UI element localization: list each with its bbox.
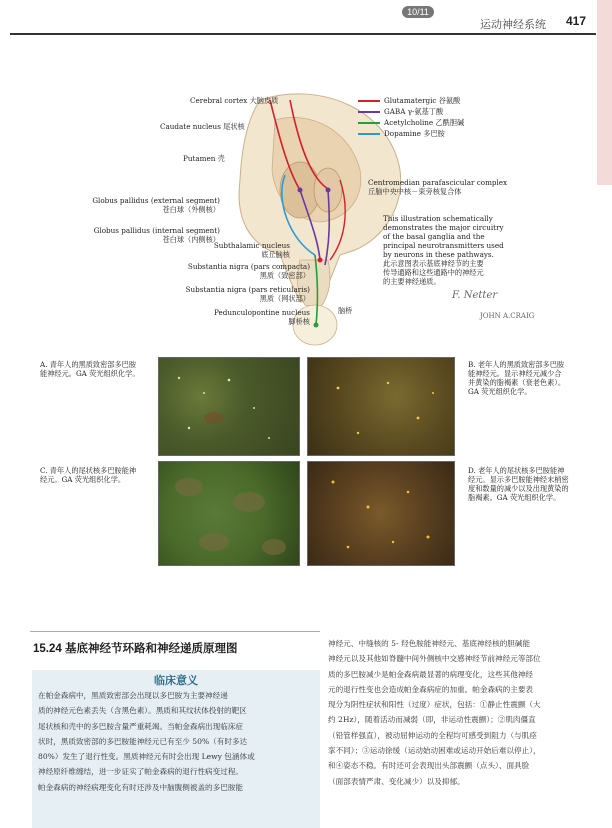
label-gpe-cn: 苍白球（外侧核） (162, 205, 220, 214)
text-line: 帕金森病的神经病理变化有时还涉及中脑腹侧被盖的多巴胺能 (38, 782, 244, 792)
label-snc-en: Substantia nigra (pars compacta) (187, 262, 310, 271)
photo-panel-d (307, 461, 455, 566)
caption-line: D. 老年人的尾状核多巴胺能神 (468, 466, 565, 475)
note-line: principal neurotransmitters used (383, 241, 504, 250)
note-line: 的主要神经递质。 (383, 277, 441, 286)
text-line: 在帕金森病中，黑质致密部会出现以多巴胺为主要神经递 (38, 691, 228, 700)
label-gpi-en: Globus pallidus (internal segment) (93, 226, 220, 235)
label-stn-cn: 底丘脑核 (261, 250, 290, 259)
chapter-side-tab (597, 0, 612, 185)
note-line: demonstrates the major circuitry (383, 223, 504, 232)
text-line: 质的多巴胺减少是帕金森病最显著的病理变化，这些其他神经 (328, 669, 534, 679)
text-line: 挛不同）；③运动徐缓（运动始动困难或运动开始后难以停止）， (328, 746, 541, 756)
legend-swatch (358, 111, 380, 113)
text-line: 尾状核和壳中的多巴胺含量严重耗竭。当帕金森病出现临床症 (38, 721, 244, 731)
text-line: 现分为阴性症状和阳性（过度）症状，包括：①静止性震颤（大 (328, 700, 541, 710)
label-gpe-en: Globus pallidus (external segment) (92, 196, 220, 205)
label-snr-cn: 黑质（网状部） (259, 294, 310, 303)
clinical-text-left (38, 688, 316, 795)
caption-line: 脂褐素。GA 荧光组织化学。 (468, 493, 561, 502)
caption-d (468, 466, 598, 502)
note-line: 传导通路和这些通路中的神经元 (383, 268, 484, 277)
legend-label: Dopamine 多巴胺 (384, 129, 445, 138)
legend-item (358, 106, 464, 117)
fluorescence-texture (159, 358, 299, 455)
clinical-title: 临床意义 (154, 675, 198, 687)
caption-line: A. 青年人的黑质致密部多巴胺 (40, 360, 137, 369)
section-rule (30, 631, 320, 632)
photo-panel-c (158, 461, 300, 566)
page-counter-badge: 10/11 (402, 6, 434, 18)
fluorescence-texture (308, 462, 454, 565)
caption-b (468, 360, 598, 396)
label-pons: 脑桥 (338, 306, 353, 315)
note-line: by neurons in these pathways. (383, 250, 494, 259)
illustration-note (383, 214, 504, 286)
note-line: 此示意图表示基底神经节的主要 (383, 259, 484, 268)
label-ppn-cn: 脚桥核 (288, 317, 310, 326)
legend-swatch (358, 122, 380, 124)
legend-label: Glutamatergic 谷氨酸 (384, 96, 461, 105)
caption-line: 并黄染的脂褐素（衰老色素）。 (468, 378, 566, 387)
legend (358, 95, 464, 139)
text-line: （面部表情严肃、变化减少）以及抑郁。 (328, 776, 465, 786)
legend-swatch (358, 100, 380, 102)
legend-swatch (358, 133, 380, 135)
artist-signature: F. Netter (452, 290, 498, 301)
caption-line: 度和数量的减少以及出现黄染的 (468, 484, 569, 493)
legend-label: Acetylcholine 乙酰胆碱 (384, 118, 465, 127)
photo-panel-b (307, 357, 455, 456)
text-line: （铅管样强直），被动屈伸运动的全程均可感受到阻力（与肌痉 (328, 730, 537, 740)
caption-line: 经元。显示多巴胺能神经末梢密 (468, 475, 569, 484)
label-cerebral-cortex: Cerebral cortex 大脑皮质 (190, 96, 279, 105)
text-line: 神经元以及其他如脊髓中间外侧核中交感神经节前神经元等部位 (328, 654, 541, 664)
fluorescence-texture (159, 462, 299, 565)
legend-item (358, 95, 464, 106)
legend-item (358, 128, 464, 139)
clinical-text-right (328, 636, 598, 789)
legend-item (358, 117, 464, 128)
caption-line: C. 青年人的尾状核多巴胺能神 (40, 466, 137, 475)
caption-line: 能神经元。显示神经元减少合 (468, 369, 562, 378)
text-line: 质的神经元色素丢失（含黑色素）。黑质和其纹状体投射的靶区 (38, 706, 247, 716)
note-line: This illustration schematically (383, 214, 493, 223)
caption-line: 能神经元。GA 荧光组织化学。 (40, 369, 140, 378)
running-title: 运动神经系统 (480, 19, 546, 31)
text-line: 80%）发生了退行性变。黑质神经元有时会出现 Lewy 包涵体或 (38, 752, 255, 762)
label-stn-en: Subthalamic nucleus (213, 241, 290, 250)
text-line: 神经元、中缝核的 5- 羟色胺能神经元、基底神经核的胆碱能 (328, 639, 531, 648)
note-line: of the basal ganglia and the (383, 232, 485, 241)
text-line: 神经原纤维缠结，进一步证实了帕金森病的退行性病变过程。 (38, 767, 244, 777)
legend-label: GABA γ-氨基丁酸 (384, 107, 444, 116)
label-cm-en: Centromedian parafascicular complex (368, 178, 508, 187)
caption-c (40, 466, 155, 484)
text-line: 元的退行性变也会造成帕金森病症的加重。帕金森病的主要表 (328, 684, 534, 694)
label-putamen: Putamen 壳 (183, 154, 225, 163)
artist-signature-2: JOHN A.CRAIG (480, 312, 535, 320)
label-snc-cn: 黑质（致密部） (259, 271, 310, 280)
header-rule (10, 33, 596, 35)
caption-line: GA 荧光组织化学。 (468, 387, 532, 396)
text-line: 约 2Hz），随着活动而减弱（即，非运动性震颤）；②肌肉僵直 (328, 715, 536, 725)
caption-a (40, 360, 155, 378)
photo-panel-a (158, 357, 300, 456)
fluorescence-texture (308, 358, 454, 455)
label-caudate: Caudate nucleus 尾状核 (160, 122, 245, 131)
label-snr-en: Substantia nigra (pars reticularis) (185, 285, 310, 294)
page-number: 417 (566, 14, 587, 28)
text-line: 状时，黑质致密部的多巴胺能神经元已有至少 50%（有时多达 (38, 736, 248, 746)
text-line: 和④姿态不稳。有时还可会表现出头部震颤（点头）、面具脸 (328, 761, 530, 771)
caption-line: B. 老年人的黑质致密部多巴胺 (468, 360, 565, 369)
caption-line: 经元。GA 荧光组织化学。 (40, 475, 126, 484)
label-cm-cn: 丘脑中央中核－束旁核复合体 (368, 187, 462, 196)
label-gpi-cn: 苍白球（内侧核） (162, 235, 220, 244)
label-ppn-en: Pedunculopontine nucleus (214, 308, 310, 317)
section-title: 15.24 基底神经节环路和神经递质原理图 (33, 643, 238, 655)
